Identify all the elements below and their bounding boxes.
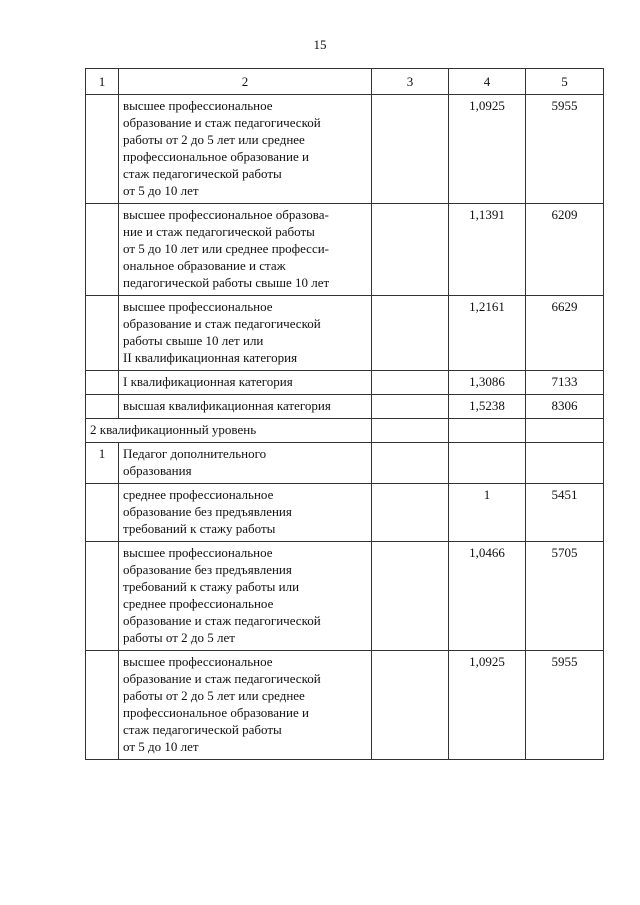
description-line: образования: [123, 463, 192, 478]
coefficient-cell: 1: [449, 484, 526, 542]
column-3-cell: [372, 296, 449, 371]
column-3-cell: [372, 204, 449, 296]
header-col-4: 4: [449, 69, 526, 95]
description-line: требований к стажу работы: [123, 521, 276, 536]
description-line: высшее профессиональное: [123, 545, 273, 560]
row-number: [86, 371, 119, 395]
table-row: [86, 296, 604, 371]
salary-cell: 5451: [526, 484, 604, 542]
row-number: [86, 484, 119, 542]
row-description: [119, 651, 372, 760]
header-col-3: 3: [372, 69, 449, 95]
column-3-cell: [372, 484, 449, 542]
salary-cell: [526, 419, 604, 443]
description-line: образование без предъявления: [123, 562, 292, 577]
description-line: образование без предъявления: [123, 504, 292, 519]
row-number: 1: [86, 443, 119, 484]
column-3-cell: [372, 371, 449, 395]
header-col-1: 1: [86, 69, 119, 95]
description-line: требований к стажу работы или: [123, 579, 300, 594]
description-line: среднее профессиональное: [123, 596, 274, 611]
row-description: [119, 542, 372, 651]
row-number: [86, 395, 119, 419]
salary-cell: 8306: [526, 395, 604, 419]
table-header-row: [86, 69, 604, 95]
table-row: [86, 651, 604, 760]
table-row: [86, 484, 604, 542]
description-line: II квалификационная категория: [123, 350, 298, 365]
description-line: от 5 до 10 лет: [123, 183, 199, 198]
qualification-level-row: [86, 419, 604, 443]
column-3-cell: [372, 443, 449, 484]
column-3-cell: [372, 651, 449, 760]
salary-cell: 5955: [526, 651, 604, 760]
description-line: работы свыше 10 лет или: [123, 333, 264, 348]
table-row: [86, 371, 604, 395]
qualification-level-label: 2 квалификационный уровень: [86, 419, 372, 443]
salary-cell: 7133: [526, 371, 604, 395]
description-line: профессиональное образование и: [123, 149, 309, 164]
coefficient-cell: 1,0925: [449, 651, 526, 760]
description-line: стаж педагогической работы: [123, 166, 282, 181]
row-description: [119, 395, 372, 419]
coefficient-cell: 1,0466: [449, 542, 526, 651]
description-line: образование и стаж педагогической: [123, 671, 321, 686]
salary-cell: 5955: [526, 95, 604, 204]
column-3-cell: [372, 542, 449, 651]
description-line: высшее профессиональное: [123, 98, 273, 113]
page-number: 15: [313, 37, 327, 52]
row-number: [86, 95, 119, 204]
row-description: [119, 443, 372, 484]
description-line: высшее профессиональное: [123, 654, 273, 669]
salary-cell: 6209: [526, 204, 604, 296]
salary-cell: 5705: [526, 542, 604, 651]
row-number: [86, 296, 119, 371]
description-line: среднее профессиональное: [123, 487, 274, 502]
column-3-cell: [372, 95, 449, 204]
description-line: образование и стаж педагогической: [123, 613, 321, 628]
description-line: от 5 до 10 лет или среднее професси-: [123, 241, 329, 256]
description-line: стаж педагогической работы: [123, 722, 282, 737]
description-line: ние и стаж педагогической работы: [123, 224, 315, 239]
description-line: Педагог дополнительного: [123, 446, 267, 461]
row-description: [119, 371, 372, 395]
coefficient-cell: [449, 443, 526, 484]
description-line: работы от 2 до 5 лет или среднее: [123, 688, 305, 703]
description-line: высшее профессиональное: [123, 299, 273, 314]
description-line: высшая квалификационная категория: [123, 398, 331, 413]
description-line: высшее профессиональное образова-: [123, 207, 329, 222]
row-number: [86, 204, 119, 296]
table-row: [86, 443, 604, 484]
row-description: [119, 296, 372, 371]
table-row: [86, 395, 604, 419]
description-line: работы от 2 до 5 лет: [123, 630, 235, 645]
description-line: от 5 до 10 лет: [123, 739, 199, 754]
column-3-cell: [372, 395, 449, 419]
salary-cell: 6629: [526, 296, 604, 371]
coefficient-cell: 1,3086: [449, 371, 526, 395]
coefficient-cell: 1,5238: [449, 395, 526, 419]
coefficient-cell: 1,0925: [449, 95, 526, 204]
column-3-cell: [372, 419, 449, 443]
table-row: [86, 95, 604, 204]
row-description: [119, 95, 372, 204]
header-col-2: 2: [119, 69, 372, 95]
coefficient-cell: 1,1391: [449, 204, 526, 296]
salary-table: [85, 68, 604, 760]
description-line: образование и стаж педагогической: [123, 115, 321, 130]
row-description: [119, 484, 372, 542]
description-line: I квалификационная категория: [123, 374, 293, 389]
row-number: [86, 542, 119, 651]
description-line: работы от 2 до 5 лет или среднее: [123, 132, 305, 147]
table-row: [86, 204, 604, 296]
description-line: педагогической работы свыше 10 лет: [123, 275, 330, 290]
header-col-5: 5: [526, 69, 604, 95]
salary-cell: [526, 443, 604, 484]
coefficient-cell: 1,2161: [449, 296, 526, 371]
description-line: профессиональное образование и: [123, 705, 309, 720]
coefficient-cell: [449, 419, 526, 443]
row-number: [86, 651, 119, 760]
description-line: образование и стаж педагогической: [123, 316, 321, 331]
table-row: [86, 542, 604, 651]
row-description: [119, 204, 372, 296]
description-line: ональное образование и стаж: [123, 258, 286, 273]
